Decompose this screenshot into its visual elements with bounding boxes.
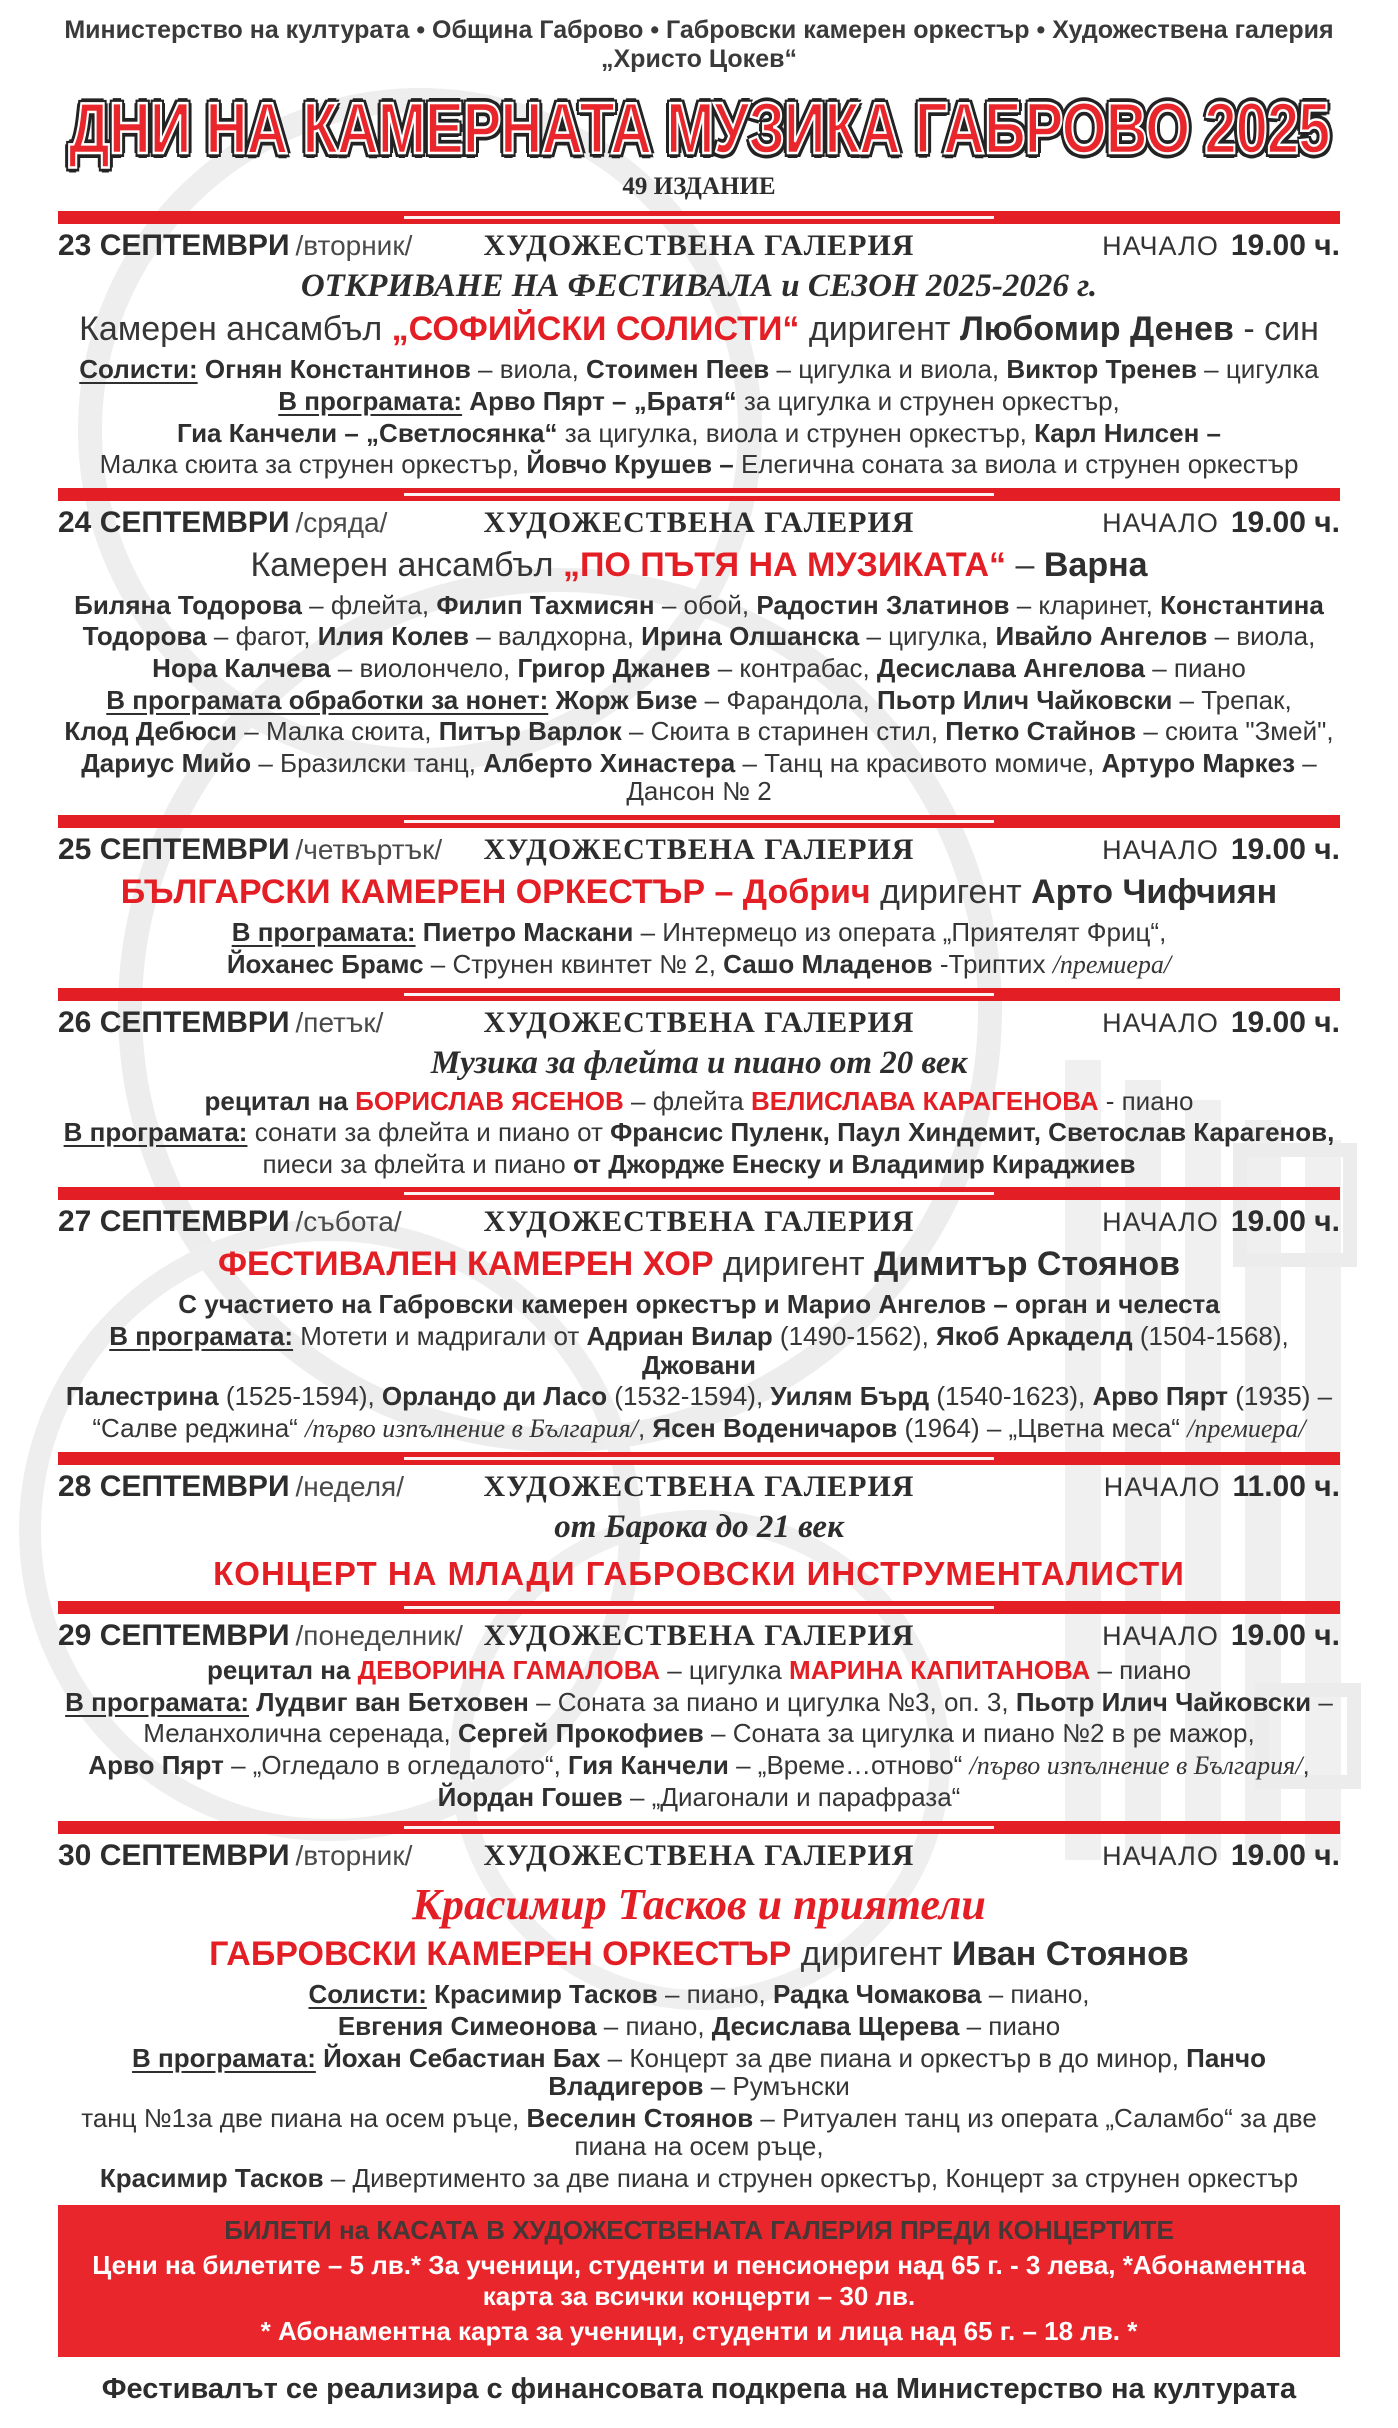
text-segment: – цигулка, — [859, 621, 996, 652]
person-name: Пьотр Илич Чайковски — [877, 684, 1173, 715]
program-label: В програмата: — [109, 1321, 294, 1352]
person-name: Алберто Хинастера — [483, 747, 736, 778]
event-line — [58, 1414, 1340, 1444]
person-name: Артуро Маркез — [1101, 747, 1296, 778]
person-name: Орландо ди Ласо — [381, 1381, 608, 1412]
event-venue: ХУДОЖЕСТВЕНА ГАЛЕРИЯ — [483, 229, 915, 262]
text-segment: пиеси за флейта и пиано — [262, 1148, 573, 1179]
event-day: /събота/ — [295, 1206, 402, 1238]
event-date-group — [58, 229, 412, 263]
event-line — [58, 1980, 1340, 2009]
text-segment: – пиано — [959, 2011, 1061, 2042]
text-segment: диригент — [713, 1245, 875, 1284]
text-segment: – пиано, — [657, 1979, 773, 2010]
event-header — [58, 506, 1340, 540]
event-line — [58, 1045, 1340, 1081]
event-line — [58, 1719, 1340, 1748]
event-date: 26 СЕПТЕМВРИ — [58, 1006, 290, 1040]
text-segment: – сюита "Змей", — [1136, 716, 1334, 747]
event-line — [58, 2012, 1340, 2041]
event-date: 30 СЕПТЕМВРИ — [58, 1839, 290, 1872]
text-segment: – цигулка и виола, — [769, 354, 1007, 385]
section-divider — [58, 1601, 1340, 1614]
person-name: Палестрина — [65, 1381, 219, 1412]
text-segment: – виола, — [1207, 621, 1316, 652]
text-segment: – Дансон № 2 — [626, 747, 1317, 807]
text-segment: – пиано — [1145, 653, 1246, 684]
event-line — [58, 749, 1340, 806]
person-name: Константина — [1160, 589, 1324, 620]
text-segment: – Малка сюита, — [237, 716, 439, 747]
person-name: Джовани — [642, 1349, 756, 1380]
person-name: Франсис Пуленк, Паул Хиндемит, Светослав Карагенов, — [610, 1117, 1335, 1148]
section-divider — [58, 211, 1340, 224]
footer-note: Фестивалът се реализира с финансовата подкрепа на Министерство на културата — [101, 2372, 1297, 2405]
person-name: Сашо Младенов — [723, 948, 933, 979]
text-segment: – кларинет, — [1009, 589, 1161, 620]
event-time-group — [1102, 1839, 1340, 1873]
event-date-group — [58, 833, 442, 867]
text-segment: танц №1за две пиана на осем ръце, — [81, 2102, 527, 2133]
tickets-title: БИЛЕТИ на КАСАТА В ХУДОЖЕСТВЕНАТА ГАЛЕРИЯ ПРЕДИ КОНЦЕРТИТЕ — [224, 2214, 1174, 2245]
person-name: Сергей Прокофиев — [458, 1718, 704, 1749]
text-segment: – флейта — [623, 1085, 751, 1116]
event-header — [58, 1470, 1340, 1504]
text-segment: – валдхорна, — [469, 621, 642, 652]
event-line — [58, 355, 1340, 384]
event-date: 29 СЕПТЕМВРИ — [58, 1619, 290, 1653]
person-name: рецитал на — [204, 1085, 356, 1116]
person-name: Карл Нилсен – — [1034, 417, 1221, 448]
text-segment: диригент — [870, 873, 1032, 912]
event-venue: ХУДОЖЕСТВЕНА ГАЛЕРИЯ — [483, 1470, 915, 1504]
text-segment: – пиано, — [981, 1979, 1090, 2010]
organizers-line: Министерство на културата • Община Габрово • Габровски камерен оркестър • Художествена галерия „Христо Цокев“ — [64, 16, 1334, 73]
event-day: /неделя/ — [295, 1471, 404, 1503]
person-name: Панчо Владигеров — [548, 2042, 1266, 2102]
note-italic: /премиера/ — [1187, 1413, 1306, 1443]
tickets-subscription-line: * Абонаментна карта за ученици, студенти и лица над 65 г. – 18 лв. * — [260, 2315, 1138, 2346]
event-line — [58, 686, 1340, 715]
text-segment: - пиано — [1098, 1085, 1194, 1116]
start-label: НАЧАЛО — [1103, 1472, 1221, 1503]
person-name: Любомир Денев — [959, 310, 1234, 349]
event-line — [58, 950, 1340, 980]
person-name: Виктор Тренев — [1006, 354, 1197, 385]
event-line — [58, 387, 1340, 416]
event-date-group — [58, 1006, 383, 1040]
highlight-name: „СОФИЙСКИ СОЛИСТИ“ — [391, 310, 800, 349]
person-name: Адриан Вилар — [586, 1321, 773, 1352]
event-day: /сряда/ — [295, 506, 388, 538]
event-line — [58, 1382, 1340, 1411]
event-date-group — [58, 1839, 412, 1873]
person-name: С участието на Габровски камерен оркестър и Марио Ангелов – орган и челеста — [178, 1289, 1220, 1320]
person-name: Григор Джанев — [517, 653, 711, 684]
text-segment: (1504-1568), — [1132, 1321, 1289, 1352]
person-name: Иван Стоянов — [951, 1935, 1189, 1974]
event-time-group — [1102, 1619, 1340, 1653]
event-line — [58, 2164, 1340, 2193]
person-name: Йохан Себастиан Бах — [315, 2042, 601, 2073]
text-segment: Камерен ансамбъл — [79, 310, 392, 349]
event-time: 19.00 ч. — [1230, 1205, 1340, 1239]
text-segment: от Барока до 21 век — [554, 1509, 844, 1546]
person-name: от Джордже Енеску и Владимир Кираджиев — [573, 1148, 1136, 1179]
text-segment: (1490-1562), — [772, 1321, 937, 1352]
event-venue: ХУДОЖЕСТВЕНА ГАЛЕРИЯ — [483, 833, 915, 867]
start-label: НАЧАЛО — [1102, 835, 1219, 866]
event-line — [58, 450, 1340, 479]
festival-title: ДНИ НА КАМЕРНАТА МУЗИКА ГАБРОВО 2025 — [68, 88, 1330, 170]
text-segment: – Фарандола, — [697, 684, 878, 715]
program-label: В програмата: — [132, 2042, 316, 2073]
event-day: /вторник/ — [295, 230, 413, 261]
events-list — [58, 211, 1340, 2193]
person-name: Веселин Стоянов — [526, 2102, 754, 2133]
text-segment: – Соната за пиано и цигулка №3, оп. 3, — [528, 1686, 1016, 1717]
event-line — [58, 1290, 1340, 1319]
text-segment: – — [1006, 545, 1044, 584]
event-line — [58, 1881, 1340, 1929]
text-segment: – виола, — [470, 354, 587, 385]
text-segment: (1935) – — [1227, 1381, 1333, 1412]
section-divider — [58, 488, 1340, 501]
person-name: Йордан Гошев — [437, 1782, 623, 1813]
poster-content — [0, 16, 1398, 2406]
text-segment: диригент — [799, 310, 960, 349]
event-line — [58, 1556, 1340, 1592]
event-line — [58, 1118, 1340, 1147]
text-segment: – Танц на красивото момиче, — [735, 747, 1102, 778]
event-line — [58, 591, 1340, 620]
highlight-name: БОРИСЛАВ ЯСЕНОВ — [355, 1085, 624, 1116]
text-segment: Музика за флейта и пиано от 20 век — [430, 1045, 968, 1082]
program-label: В програмата: — [65, 1686, 249, 1717]
text-segment: КОНЦЕРТ НА МЛАДИ ГАБРОВСКИ ИНСТРУМЕНТАЛИСТИ — [213, 1554, 1185, 1592]
person-name: Илия Колев — [317, 621, 470, 652]
person-name: Петко Стайнов — [945, 716, 1137, 747]
text-segment: (1525-1594), — [218, 1381, 382, 1412]
start-label: НАЧАЛО — [1102, 231, 1219, 261]
text-segment: -Триптих — [932, 948, 1053, 979]
text-segment: сонати за флейта и пиано от — [247, 1117, 611, 1148]
event-line — [58, 1150, 1340, 1179]
event-block — [58, 1006, 1340, 1178]
event-line — [58, 2044, 1340, 2101]
highlight-name: ДЕВОРИНА ГАМАЛОВА — [357, 1655, 660, 1686]
person-name: Ивайло Ангелов — [995, 621, 1208, 652]
person-name: Питър Варлок — [438, 716, 622, 747]
person-name: Десислава Щерева — [711, 2011, 960, 2042]
highlight-name: „ПО ПЪТЯ НА МУЗИКАТА“ — [562, 545, 1007, 584]
text-segment: – „Диагонали и парафраза“ — [622, 1782, 961, 1813]
text-segment: – Румънски — [703, 2071, 850, 2102]
event-block — [58, 506, 1340, 806]
note-italic: /първо изпълнение в България/ — [969, 1750, 1303, 1780]
person-name: Йовчо Крушев – — [526, 449, 741, 480]
event-line — [58, 546, 1340, 585]
text-segment: – Дивертименто за две пиана и струнен оркестър, Концерт за струнен оркестър — [323, 2163, 1299, 2194]
event-time: 19.00 ч. — [1230, 1006, 1340, 1040]
note-italic: /първо изпълнение в България/ — [305, 1413, 638, 1443]
text-segment: – пиано — [1090, 1655, 1192, 1686]
person-name: Евгения Симеонова — [337, 2011, 597, 2042]
event-line — [58, 717, 1340, 746]
text-segment: – контрабас, — [710, 653, 877, 684]
person-name: Димитър Стоянов — [874, 1245, 1181, 1284]
event-header — [58, 1619, 1340, 1653]
person-name: Филип Тахмисян — [436, 589, 655, 620]
section-divider — [58, 815, 1340, 828]
edition-label: 49 ИЗДАНИЕ — [622, 173, 776, 200]
event-date: 25 СЕПТЕМВРИ — [58, 833, 290, 867]
event-date-group — [58, 1470, 404, 1504]
event-date: 28 СЕПТЕМВРИ — [58, 1470, 290, 1504]
event-line — [58, 419, 1340, 448]
person-name: Арво Пярт — [88, 1749, 224, 1780]
person-name: Якоб Аркаделд — [936, 1321, 1133, 1352]
event-block — [58, 1205, 1340, 1443]
event-line — [58, 622, 1340, 651]
highlight-name: ВЕЛИСЛАВА КАРАГЕНОВА — [751, 1085, 1099, 1116]
event-date: 23 СЕПТЕМВРИ — [58, 229, 290, 262]
person-name: Огнян Константинов — [204, 354, 471, 385]
text-segment: – флейта, — [301, 589, 437, 620]
text-segment: – Интермецо из операта „Приятелят Фриц“, — [633, 917, 1167, 948]
person-name: Радка Чомакова — [773, 1979, 982, 2010]
person-name: Ясен Воденичаров — [652, 1412, 898, 1443]
person-name: Лудвиг ван Бетховен — [249, 1686, 529, 1717]
text-segment: – Бразилски танц, — [251, 747, 484, 778]
text-segment: (1540-1623), — [929, 1381, 1093, 1412]
text-segment: за цигулка и струнен оркестър, — [736, 385, 1120, 416]
section-divider — [58, 1452, 1340, 1465]
event-line — [58, 1783, 1340, 1812]
event-block — [58, 833, 1340, 979]
person-name: Жорж Бизе — [548, 684, 698, 715]
text-segment: диригент — [791, 1935, 952, 1974]
event-time-group — [1102, 229, 1340, 263]
event-header — [58, 1839, 1340, 1873]
person-name: Йоханес Брамс — [226, 948, 424, 979]
event-day: /понеделник/ — [295, 1620, 463, 1652]
event-day: /вторник/ — [295, 1840, 413, 1871]
text-segment: ОТКРИВАНЕ НА ФЕСТИВАЛА и СЕЗОН 2025-2026 г. — [300, 268, 1098, 304]
event-time-group — [1102, 833, 1340, 867]
note-italic: /премиера/ — [1052, 949, 1172, 979]
event-line — [58, 1087, 1340, 1116]
highlight-name: БЪЛГАРСКИ КАМЕРЕН ОРКЕСТЪР – Добрич — [120, 873, 871, 912]
highlight-name: ФЕСТИВАЛЕН КАМЕРЕН ХОР — [217, 1245, 714, 1284]
text-segment: Красимир Тасков и приятели — [412, 1880, 986, 1929]
event-line — [58, 1656, 1340, 1685]
person-name: Гиа Канчели – „Светлосянка“ — [176, 417, 558, 448]
text-segment: – цигулка — [1196, 354, 1319, 385]
event-header — [58, 229, 1340, 263]
person-name: рецитал на — [206, 1655, 358, 1686]
text-segment: , — [1302, 1749, 1310, 1780]
event-header — [58, 833, 1340, 867]
program-label: Солисти: — [308, 1979, 427, 2010]
event-time-group — [1104, 1470, 1340, 1504]
event-time-group — [1102, 1006, 1340, 1040]
text-segment: (1532-1594), — [607, 1381, 771, 1412]
person-name: Красимир Тасков — [99, 2163, 324, 2194]
program-label: В програмата: — [278, 385, 463, 416]
event-line — [58, 1322, 1340, 1379]
text-segment: - син — [1233, 310, 1319, 349]
person-name: Клод Дебюси — [64, 716, 238, 747]
event-time: 19.00 ч. — [1230, 1619, 1340, 1653]
text-segment: “Салве реджина“ — [92, 1412, 306, 1443]
event-line — [58, 918, 1340, 947]
person-name: Варна — [1043, 545, 1148, 584]
program-label: В програмата: — [231, 917, 416, 948]
event-time: 19.00 ч. — [1230, 229, 1340, 262]
event-line — [58, 654, 1340, 683]
event-time-group — [1102, 506, 1340, 540]
person-name: Нора Калчева — [152, 653, 331, 684]
person-name: Красимир Тасков — [426, 1979, 658, 2010]
event-line — [58, 873, 1340, 912]
text-segment: – — [1311, 1686, 1333, 1717]
text-segment: Меланхолична серенада, — [143, 1718, 458, 1749]
event-date-group — [58, 1205, 402, 1239]
text-segment: Малка сюита за струнен оркестър, — [99, 449, 527, 480]
text-segment: – „Огледало в огледалото“, — [223, 1749, 569, 1780]
program-label: В програмата: — [63, 1117, 248, 1148]
event-header — [58, 1006, 1340, 1040]
event-time: 19.00 ч. — [1230, 505, 1340, 539]
start-label: НАЧАЛО — [1102, 1621, 1219, 1652]
event-date-group — [58, 1619, 463, 1653]
event-header — [58, 1205, 1340, 1239]
start-label: НАЧАЛО — [1102, 1841, 1219, 1871]
person-name: Тодорова — [82, 621, 207, 652]
person-name: Арто Чифчиян — [1031, 873, 1278, 912]
program-label: В програмата обработки за нонет: — [106, 684, 549, 715]
person-name: Пиетро Маскани — [415, 917, 634, 948]
event-day: /четвъртък/ — [295, 834, 443, 866]
person-name: Стоимен Пеев — [586, 354, 770, 385]
event-venue: ХУДОЖЕСТВЕНА ГАЛЕРИЯ — [483, 1839, 915, 1872]
text-segment: – Сюита в старинен стил, — [621, 716, 946, 747]
event-venue: ХУДОЖЕСТВЕНА ГАЛЕРИЯ — [483, 1006, 915, 1040]
event-venue: ХУДОЖЕСТВЕНА ГАЛЕРИЯ — [483, 505, 915, 539]
event-venue: ХУДОЖЕСТВЕНА ГАЛЕРИЯ — [483, 1619, 915, 1653]
text-segment: – Ритуален танц из операта „Саламбо“ за две пиана на осем ръце, — [574, 2102, 1317, 2162]
text-segment: – Трепак, — [1172, 684, 1292, 715]
text-segment: Камерен ансамбъл — [250, 545, 563, 584]
event-block — [58, 1470, 1340, 1592]
tickets-box — [58, 2205, 1340, 2357]
text-segment: за цигулка, виола и струнен оркестър, — [557, 417, 1035, 448]
event-block — [58, 229, 1340, 479]
text-segment: – виолончело, — [330, 653, 518, 684]
event-time: 11.00 ч. — [1232, 1470, 1340, 1504]
event-time: 19.00 ч. — [1230, 1839, 1340, 1872]
person-name: Дариус Мийо — [81, 747, 252, 778]
event-block — [58, 1839, 1340, 2193]
tickets-prices-line: Цени на билетите – 5 лв.* За ученици, студенти и пенсионери над 65 г. - 3 лева, *Абонаментна карта за всички концерти – 30 лв. — [92, 2249, 1306, 2311]
text-segment: – „Време…отново“ — [728, 1749, 970, 1780]
event-line — [58, 310, 1340, 349]
text-segment: – пиано, — [596, 2011, 712, 2042]
section-divider — [58, 988, 1340, 1001]
event-line — [58, 2104, 1340, 2161]
person-name: Ирина Олшанска — [641, 621, 860, 652]
text-segment: – Концерт за две пиана и оркестър в до минор, — [600, 2042, 1187, 2073]
program-label: Солисти: — [79, 354, 198, 385]
text-segment — [198, 354, 205, 384]
person-name: Арво Пярт — [1092, 1381, 1228, 1412]
person-name: Десислава Ангелова — [876, 653, 1146, 684]
text-segment: , — [637, 1412, 653, 1443]
event-line — [58, 1688, 1340, 1717]
event-date: 24 СЕПТЕМВРИ — [58, 505, 290, 539]
text-segment: Мотети и мадригали от — [293, 1321, 587, 1352]
text-segment: – фагот, — [206, 621, 318, 652]
start-label: НАЧАЛО — [1102, 1207, 1219, 1238]
highlight-name: ГАБРОВСКИ КАМЕРЕН ОРКЕСТЪР — [209, 1935, 792, 1974]
section-divider — [58, 1187, 1340, 1200]
person-name: Гия Канчели — [568, 1749, 729, 1780]
event-day: /петък/ — [295, 1007, 384, 1039]
text-segment: – Струнен квинтет № 2, — [423, 948, 724, 979]
event-date: 27 СЕПТЕМВРИ — [58, 1205, 290, 1239]
person-name: Уилям Бърд — [770, 1381, 930, 1412]
person-name: Радостин Златинов — [756, 589, 1010, 620]
text-segment: Елегична соната за виола и струнен оркестър — [740, 449, 1299, 480]
start-label: НАЧАЛО — [1102, 507, 1219, 538]
highlight-name: МАРИНА КАПИТАНОВА — [789, 1655, 1091, 1686]
person-name: Пьотр Илич Чайковски — [1015, 1686, 1312, 1717]
text-segment: – Соната за цигулка и пиано №2 в ре мажор, — [703, 1718, 1255, 1749]
person-name: Арво Пярт – „Братя“ — [462, 385, 737, 416]
event-line — [58, 1245, 1340, 1284]
text-segment: – обой, — [654, 589, 757, 620]
person-name: Биляна Тодорова — [74, 589, 302, 620]
event-date-group — [58, 506, 387, 540]
event-time: 19.00 ч. — [1230, 833, 1340, 867]
event-block — [58, 1619, 1340, 1812]
event-line — [58, 268, 1340, 304]
event-time-group — [1102, 1205, 1340, 1239]
event-line — [58, 1935, 1340, 1974]
event-line — [58, 1751, 1340, 1781]
event-line — [58, 1509, 1340, 1545]
section-divider — [58, 1821, 1340, 1834]
start-label: НАЧАЛО — [1102, 1008, 1219, 1039]
event-venue: ХУДОЖЕСТВЕНА ГАЛЕРИЯ — [483, 1205, 915, 1239]
text-segment: – цигулка — [659, 1655, 790, 1686]
text-segment: (1964) – „Цветна меса“ — [897, 1412, 1188, 1443]
